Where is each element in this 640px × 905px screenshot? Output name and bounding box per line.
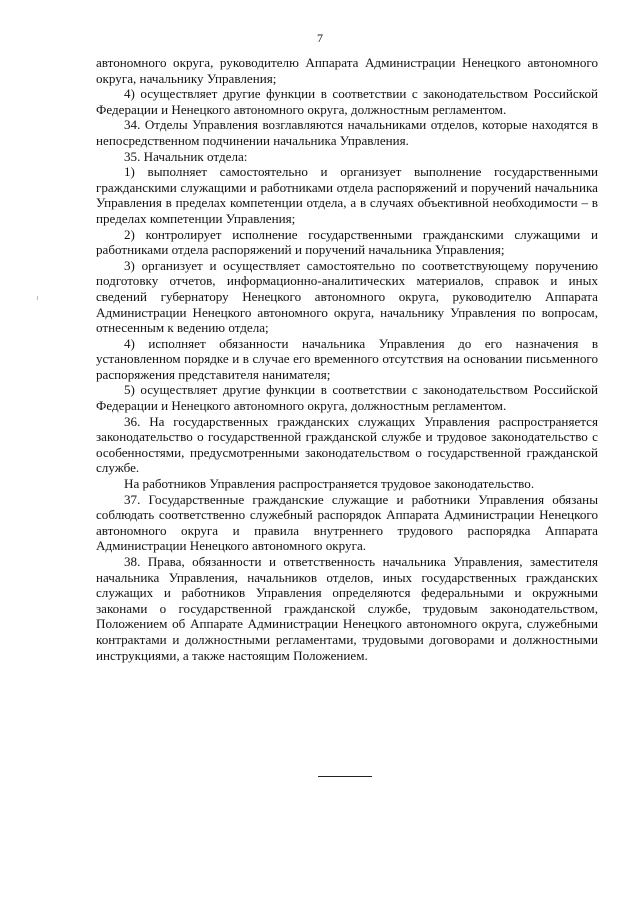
paragraph-35-item-1: 1) выполняет самостоятельно и организует выполнение государственными гражданскими служащими и работниками отдела распоряжений и поручений начальника Управления в пределах компетенции отдела, а в случаях объективной необходимости – в пределах компетенции Управления; (96, 164, 598, 226)
page-number: 7 (317, 31, 323, 45)
paragraph-37: 37. Государственные гражданские служащие и работники Управления обязаны соблюдать соответственно служебный распорядок Аппарата Администрации Ненецкого автономного округа и правила внутреннего трудового распорядка Аппарата Администрации Ненецкого автономного округа. (96, 491, 598, 554)
paragraph-35-item-5: 5) осуществляет другие функции в соответствии с законодательством Российской Федерации и Ненецкого автономного округа, должностным регламентом. (96, 382, 598, 414)
margin-mark (37, 296, 38, 300)
closing-rule (318, 776, 372, 777)
paragraph-34: 34. Отделы Управления возглавляются начальниками отделов, которые находятся в непосредственном подчинении начальника Управления. (96, 117, 598, 148)
paragraph-38: 38. Права, обязанности и ответственность начальника Управления, заместителя начальника Управления, начальников отделов, иных государственных гражданских служащих и работников Управления определяются федеральными и окружными законами о государственной гражданской службе, трудовым законодательством, Положением об Аппарате Администрации Ненецкого автономного округа, служебными контрактами и должностными регламентами, трудовыми договорами и должностными инструкциями, а также настоящим Положением. (96, 554, 598, 663)
paragraph-33-item-4: 4) осуществляет другие функции в соответствии с законодательством Российской Федерации и Ненецкого автономного округа, должностным регламентом. (96, 86, 598, 117)
paragraph-35-item-3: 3) организует и осуществляет самостоятельно по соответствующему поручению подготовку отчетов, информационно-аналитических материалов, справок и иных сведений губернатору Ненецкого автономного округа, руководителю Аппарата Администрации Ненецкого автономного округа, начальнику Управления по вопросам, отнесенным к ведению отдела; (96, 257, 598, 336)
paragraph-36-labor: На работников Управления распространяется трудовое законодательство. (124, 476, 535, 492)
paragraph-35-item-2: 2) контролирует исполнение государственными гражданскими служащими и работниками отдела распоряжений и поручений начальника Управления; (96, 226, 598, 258)
paragraph-35-heading: 35. Начальник отдела: (124, 148, 248, 164)
document-body (96, 55, 598, 663)
paragraph-35-item-4: 4) исполняет обязанности начальника Управления до его назначения в установленном порядке и в случае его временного отсутствия на основании письменного распоряжения представителя нанимателя; (96, 335, 598, 382)
paragraph-continuation: автономного округа, руководителю Аппарата Администрации Ненецкого автономного округа, начальнику Управления; (96, 55, 598, 86)
paragraph-36: 36. На государственных гражданских служащих Управления распространяется законодательство о государственной гражданской службе и трудовое законодательство с особенностями, предусмотренными законодательством о государственной гражданской службе. (96, 413, 598, 476)
